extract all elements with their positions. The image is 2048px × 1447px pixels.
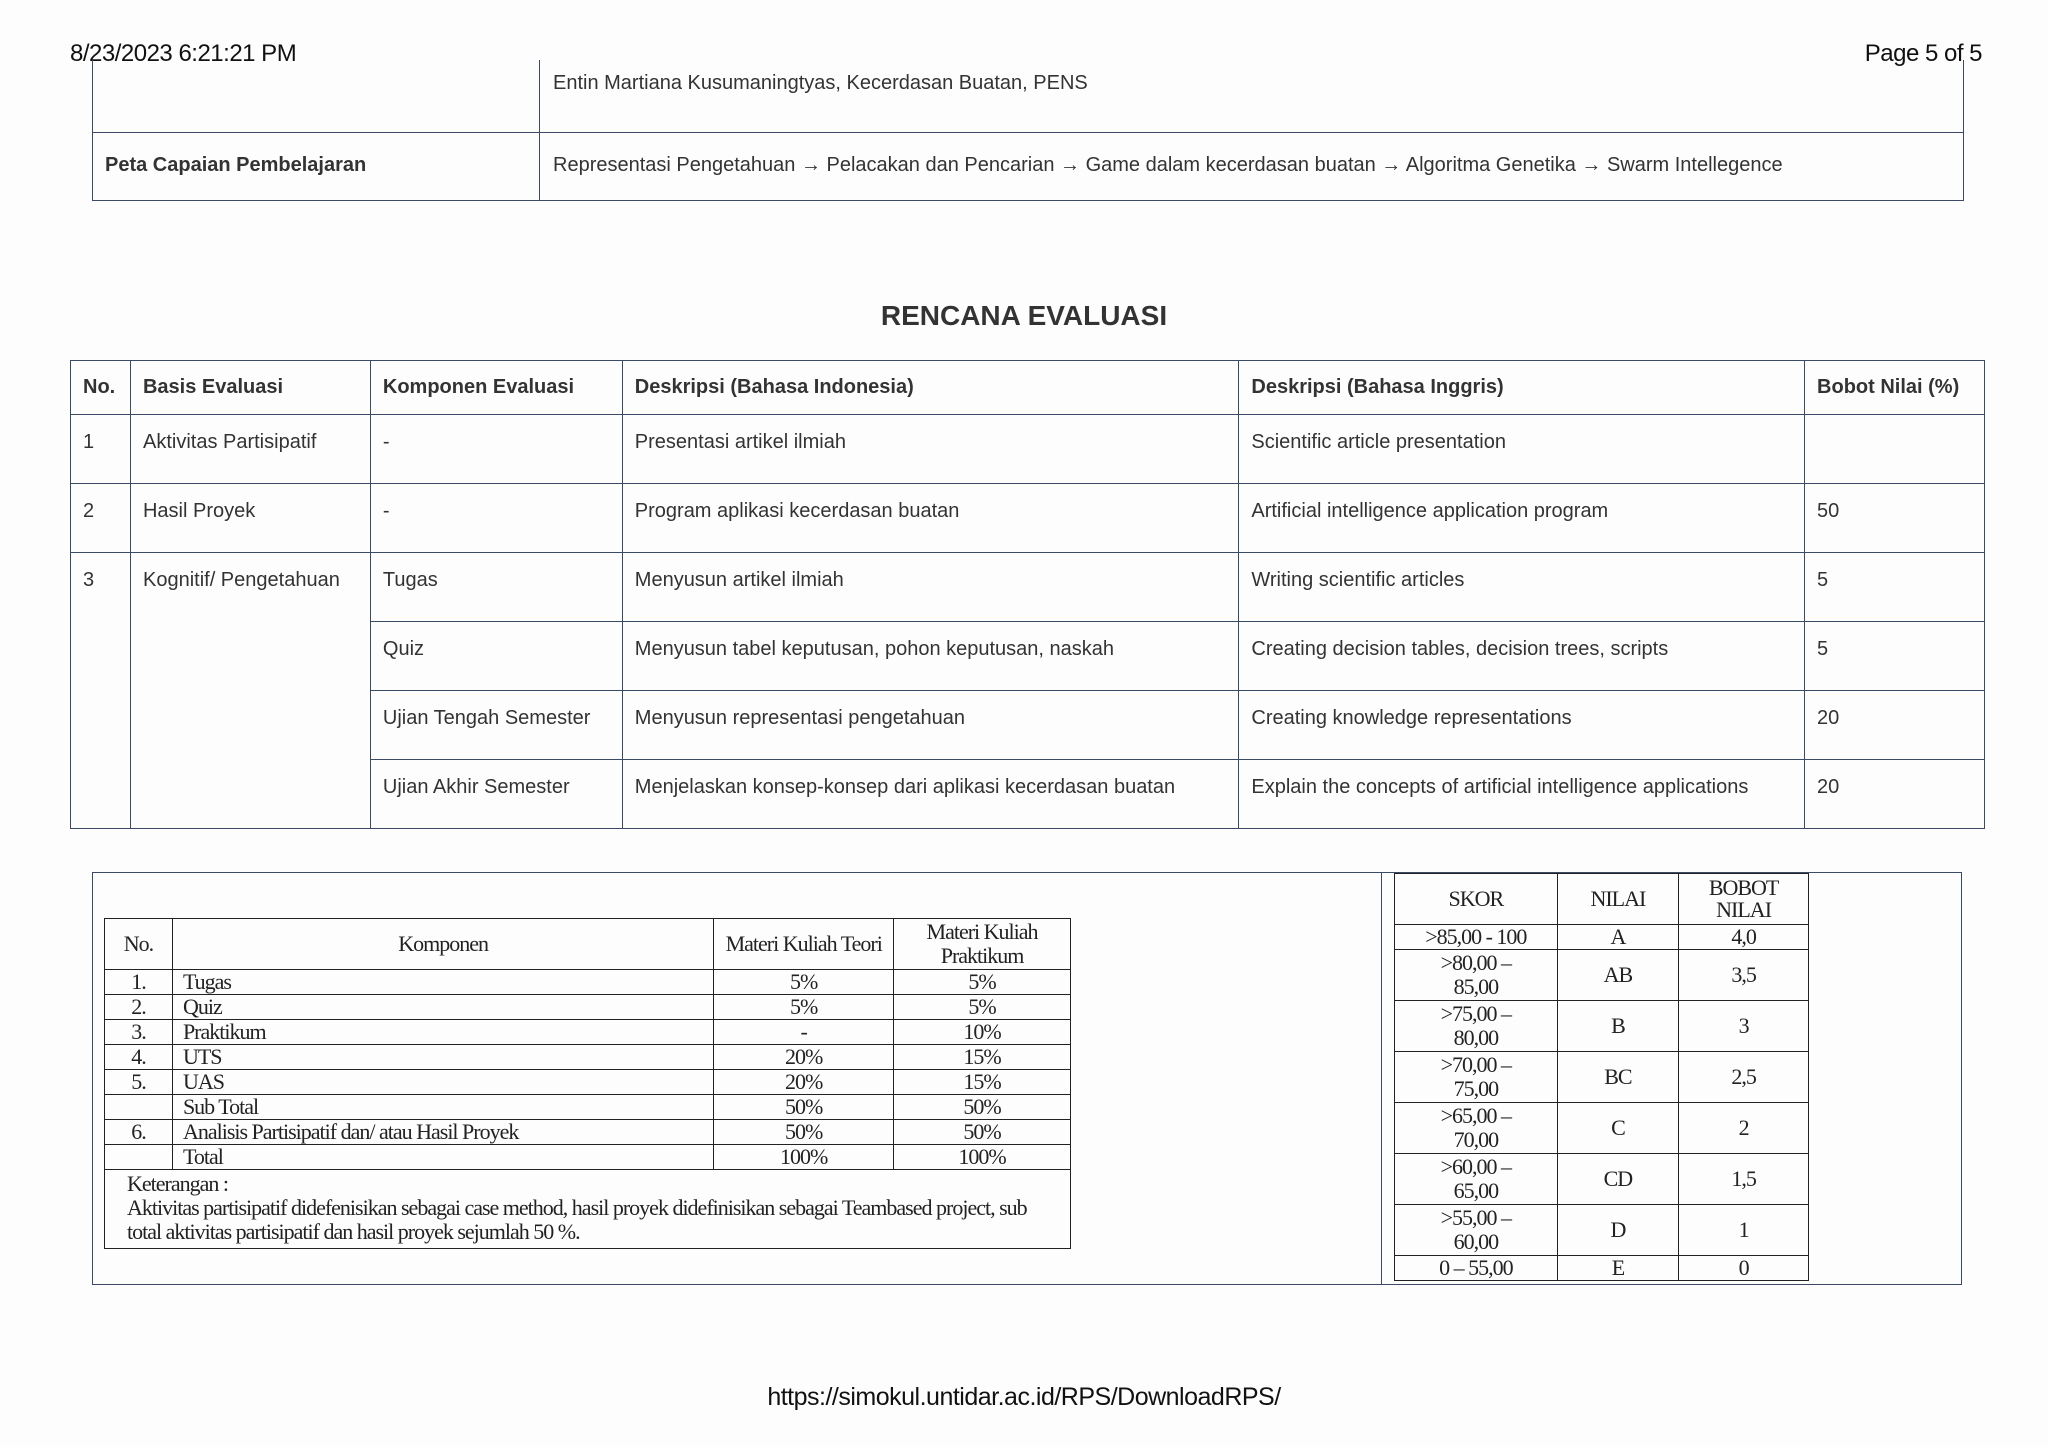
cell-desc-en: Writing scientific articles: [1239, 553, 1805, 622]
cell-no: 1: [71, 415, 131, 484]
header-basis: Basis Evaluasi: [130, 361, 370, 415]
comp-name: Sub Total: [172, 1095, 713, 1120]
learning-map-value: Representasi Pengetahuan → Pelacakan dan Pencarian → Game dalam kecerdasan buatan → Algoritma Genetika → Swarm Intellegence: [553, 154, 1783, 176]
comp-teori: 5%: [714, 970, 894, 995]
table-row: [1395, 1205, 1809, 1256]
grade-skor: >75,00 – 80,00: [1395, 1001, 1558, 1052]
cell-desc-en: Explain the concepts of artificial intelligence applications: [1239, 760, 1805, 829]
comp-header-teori: Materi Kuliah Teori: [714, 919, 894, 970]
comp-teori: 50%: [714, 1120, 894, 1145]
grade-bobot: 3: [1679, 1001, 1809, 1052]
cell-basis: Hasil Proyek: [130, 484, 370, 553]
cell-komponen: -: [370, 484, 622, 553]
comp-no: 4.: [105, 1045, 173, 1070]
table-row: [105, 1020, 1071, 1045]
cell-desc-id: Program aplikasi kecerdasan buatan: [622, 484, 1239, 553]
grade-skor: >85,00 - 100: [1395, 925, 1558, 950]
table-row: [105, 995, 1071, 1020]
footer-url: https://simokul.untidar.ac.id/RPS/DownloadRPS/: [767, 1383, 1281, 1411]
header-bobot: Bobot Nilai (%): [1805, 361, 1985, 415]
grade-skor: >55,00 – 60,00: [1395, 1205, 1558, 1256]
grade-skor: 0 – 55,00: [1395, 1256, 1558, 1281]
grade-nilai: BC: [1557, 1052, 1679, 1103]
comp-name: Total: [172, 1145, 713, 1170]
grade-nilai: B: [1557, 1001, 1679, 1052]
grade-nilai: A: [1557, 925, 1679, 950]
evaluation-table: [70, 360, 1985, 829]
grade-skor: >60,00 – 65,00: [1395, 1154, 1558, 1205]
grade-bobot: 1,5: [1679, 1154, 1809, 1205]
cell-bobot: 20: [1805, 760, 1985, 829]
evaluation-header-row: [71, 361, 1985, 415]
comp-name: UAS: [172, 1070, 713, 1095]
section-title: RENCANA EVALUASI: [880, 300, 1168, 331]
grade-bobot: 2,5: [1679, 1052, 1809, 1103]
learning-map-label: Peta Capaian Pembelajaran: [105, 154, 367, 176]
cell-komponen: Ujian Tengah Semester: [370, 691, 622, 760]
table-row: [1395, 1052, 1809, 1103]
comp-teori: 5%: [714, 995, 894, 1020]
table-row: [1395, 950, 1809, 1001]
note-text: Aktivitas partisipatif didefenisikan sebagai case method, hasil proyek didefinisikan sebagai Teambased project, sub total aktivitas partisipatif dan hasil proyek sejumlah 50 %.: [127, 1195, 1027, 1244]
cell-desc-en: Creating decision tables, decision trees, scripts: [1239, 622, 1805, 691]
cell-basis: Kognitif/ Pengetahuan: [130, 553, 370, 829]
cell-komponen: Ujian Akhir Semester: [370, 760, 622, 829]
grade-scale-table: [1394, 873, 1809, 1281]
comp-praktikum: 50%: [894, 1120, 1071, 1145]
comp-teori: 50%: [714, 1095, 894, 1120]
cell-komponen: -: [370, 415, 622, 484]
cell-komponen: Quiz: [370, 622, 622, 691]
header-komponen: Komponen Evaluasi: [370, 361, 622, 415]
grade-skor: >80,00 – 85,00: [1395, 950, 1558, 1001]
comp-no: 6.: [105, 1120, 173, 1145]
cell-basis: Aktivitas Partisipatif: [130, 415, 370, 484]
cell-desc-en: Artificial intelligence application program: [1239, 484, 1805, 553]
table-row: [105, 1145, 1071, 1170]
grade-header-nilai: NILAI: [1557, 874, 1679, 925]
grade-bobot: 1: [1679, 1205, 1809, 1256]
table-row: [105, 970, 1071, 995]
comp-praktikum: 100%: [894, 1145, 1071, 1170]
comp-praktikum: 5%: [894, 995, 1071, 1020]
comp-teori: -: [714, 1020, 894, 1045]
table-row: [1395, 1256, 1809, 1281]
comp-header-no: No.: [105, 919, 173, 970]
cell-no: 2: [71, 484, 131, 553]
component-weight-table: [104, 918, 1071, 1249]
table-row: [105, 1045, 1071, 1070]
comp-teori: 20%: [714, 1045, 894, 1070]
comp-praktikum: 50%: [894, 1095, 1071, 1120]
cell-desc-id: Menyusun tabel keputusan, pohon keputusan, naskah: [622, 622, 1239, 691]
cell-bobot: 20: [1805, 691, 1985, 760]
reference-text: Entin Martiana Kusumaningtyas, Kecerdasan Buatan, PENS: [553, 72, 1088, 94]
component-header-row: [105, 919, 1071, 970]
cell-bobot: 5: [1805, 622, 1985, 691]
grade-nilai: D: [1557, 1205, 1679, 1256]
grade-bobot: 0: [1679, 1256, 1809, 1281]
grade-nilai: C: [1557, 1103, 1679, 1154]
page-number: Page 5 of 5: [1864, 40, 1982, 67]
cell-no: 3: [71, 553, 131, 829]
comp-name: Praktikum: [172, 1020, 713, 1045]
grade-header-row: [1395, 874, 1809, 925]
grade-bobot: 2: [1679, 1103, 1809, 1154]
comp-header-komponen: Komponen: [172, 919, 713, 970]
comp-no: 2.: [105, 995, 173, 1020]
table-row: [1395, 1103, 1809, 1154]
grade-nilai: AB: [1557, 950, 1679, 1001]
grade-nilai: CD: [1557, 1154, 1679, 1205]
cell-bobot: 50: [1805, 484, 1985, 553]
cell-desc-id: Presentasi artikel ilmiah: [622, 415, 1239, 484]
header-desc-en: Deskripsi (Bahasa Inggris): [1239, 361, 1805, 415]
table-row: [71, 484, 1985, 553]
grade-bobot: 4,0: [1679, 925, 1809, 950]
table-row: [105, 1070, 1071, 1095]
comp-teori: 20%: [714, 1070, 894, 1095]
comp-header-praktikum: Materi Kuliah Praktikum: [894, 919, 1071, 970]
print-timestamp: 8/23/2023 6:21:21 PM: [70, 40, 297, 67]
cell-desc-en: Creating knowledge representations: [1239, 691, 1805, 760]
grade-skor: >70,00 – 75,00: [1395, 1052, 1558, 1103]
cell-komponen: Tugas: [370, 553, 622, 622]
comp-teori: 100%: [714, 1145, 894, 1170]
comp-praktikum: 5%: [894, 970, 1071, 995]
learning-map-row: [92, 132, 1964, 201]
grade-bobot: 3,5: [1679, 950, 1809, 1001]
comp-no: 3.: [105, 1020, 173, 1045]
comp-name: UTS: [172, 1045, 713, 1070]
comp-no: 1.: [105, 970, 173, 995]
cell-desc-id: Menjelaskan konsep-konsep dari aplikasi kecerdasan buatan: [622, 760, 1239, 829]
table-row: [71, 553, 1985, 622]
table-row: [1395, 925, 1809, 950]
table-row: [1395, 1154, 1809, 1205]
comp-praktikum: 10%: [894, 1020, 1071, 1045]
note-row: [105, 1170, 1071, 1249]
table-row: [1395, 1001, 1809, 1052]
comp-no: [105, 1095, 173, 1120]
comp-no: 5.: [105, 1070, 173, 1095]
cell-bobot: 5: [1805, 553, 1985, 622]
table-row: [105, 1095, 1071, 1120]
table-row: [105, 1120, 1071, 1145]
comp-no: [105, 1145, 173, 1170]
cell-desc-en: Scientific article presentation: [1239, 415, 1805, 484]
comp-name: Analisis Partisipatif dan/ atau Hasil Proyek: [172, 1120, 713, 1145]
reference-row: [92, 60, 1964, 133]
note-label: Keterangan :: [127, 1171, 228, 1196]
comp-praktikum: 15%: [894, 1045, 1071, 1070]
comp-name: Quiz: [172, 995, 713, 1020]
note-cell: [105, 1170, 1071, 1249]
cell-desc-id: Menyusun artikel ilmiah: [622, 553, 1239, 622]
cell-desc-id: Menyusun representasi pengetahuan: [622, 691, 1239, 760]
course-info-table: [92, 60, 1964, 202]
grade-skor: >65,00 – 70,00: [1395, 1103, 1558, 1154]
header-desc-id: Deskripsi (Bahasa Indonesia): [622, 361, 1239, 415]
comp-praktikum: 15%: [894, 1070, 1071, 1095]
header-no: No.: [71, 361, 131, 415]
grade-nilai: E: [1557, 1256, 1679, 1281]
grade-header-skor: SKOR: [1395, 874, 1558, 925]
comp-name: Tugas: [172, 970, 713, 995]
table-row: [71, 415, 1985, 484]
cell-bobot: [1805, 415, 1985, 484]
grade-header-bobot: BOBOT NILAI: [1679, 874, 1809, 925]
